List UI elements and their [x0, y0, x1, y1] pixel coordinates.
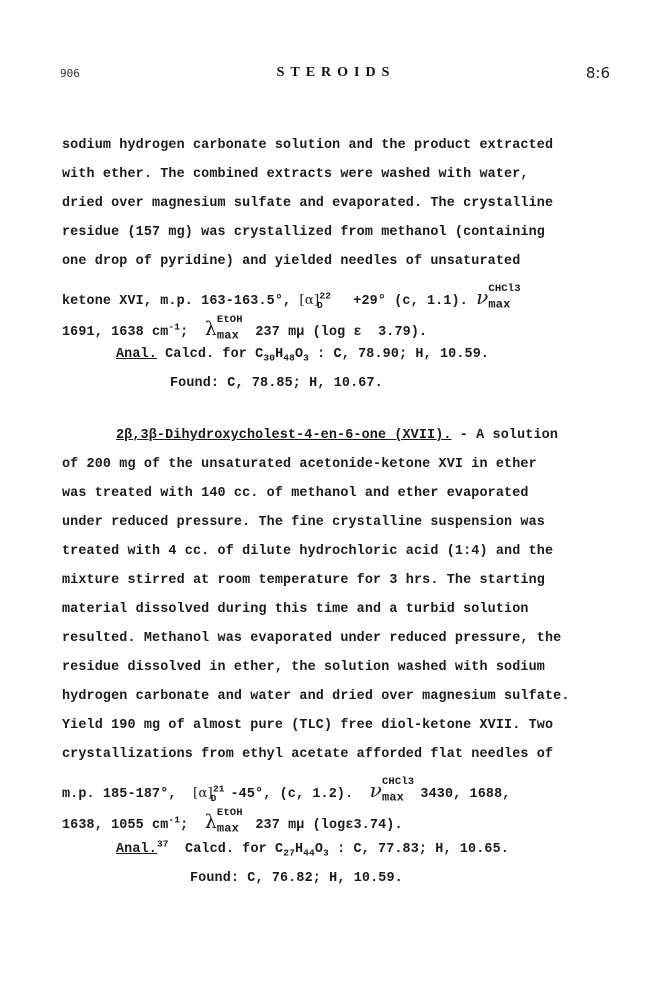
lambda-symbol: λ	[204, 318, 217, 340]
text-line: mixture stirred at room temperature for 3 hrs. The starting	[62, 573, 545, 588]
text-line: Yield 190 mg of almost pure (TLC) free diol-ketone XVII. Two	[62, 718, 554, 733]
compound-title: 2β,3β-Dihydroxycholest-4-en-6-one (XVII).	[116, 428, 452, 443]
specific-rotation-symbol: [α]	[299, 293, 320, 308]
text-line: under reduced pressure. The fine crystalline suspension was	[62, 515, 545, 530]
text-line: sodium hydrogen carbonate solution and the product extracted	[62, 138, 554, 153]
text-line: of 200 mg of the unsaturated acetonide-ketone XVI in ether	[62, 457, 537, 472]
text-line: was treated with 140 cc. of methanol and ether evaporated	[62, 486, 529, 501]
text-line: crystallizations from ethyl acetate afforded flat needles of	[62, 747, 554, 762]
text-line: one drop of pyridine) and yielded needles of unsaturated	[62, 254, 521, 269]
analysis-line: Anal. Calcd. for $C_{30}H_{48}O_3$ : C, 78.90; H, 10.59.	[116, 347, 490, 364]
text-line: hydrogen carbonate and water and dried over magnesium sulfate.	[62, 689, 570, 704]
lambda-symbol: λ	[204, 811, 217, 833]
footnote-ref: 37	[156, 838, 169, 850]
text-line-uv-data: 1638, 1055 $cm^{-1}$; λ EtOH $_{max}$ 237 mμ (logε3.74).	[62, 807, 403, 836]
text-line: resulted. Methanol was evaporated under reduced pressure, the	[62, 631, 562, 646]
found-line: Found: C, 78.85; H, 10.67.	[170, 376, 383, 391]
specific-rotation-symbol: [α]	[192, 786, 213, 801]
journal-title: STEROIDS	[276, 65, 396, 80]
issue-number: 8:6	[585, 64, 610, 82]
text-line: residue dissolved in ether, the solution washed with sodium	[62, 660, 545, 675]
text-line-diol-data: m.p. 185-187°, $[\alpha]^{21}_D$ -45°, (c, 1.2). ν CHCl3 $_{max}$ 3430, 1688,	[62, 776, 511, 805]
running-header	[0, 64, 672, 84]
text-line: treated with 4 cc. of dilute hydrochloric acid (1:4) and the	[62, 544, 554, 559]
text-line: material dissolved during this time and a turbid solution	[62, 602, 529, 617]
page-number: 906	[60, 67, 80, 80]
nu-symbol: ν	[369, 778, 382, 802]
analysis-line: Anal.$^{37}$ Calcd. for $C_{27}H_{44}O_3$ : C, 77.83; H, 10.65.	[116, 838, 509, 859]
text-line: residue (157 mg) was crystallized from methanol (containing	[62, 225, 545, 240]
compound-heading-line: 2β,3β-Dihydroxycholest-4-en-6-one (XVII). - A solution	[116, 428, 559, 443]
text-line-ketone-data: ketone XVI, m.p. 163-163.5°, $[\alpha]^{22}_D +29^\circ$ (c, 1.1). ν CHCl3 $_{max}$	[62, 283, 521, 312]
found-line: Found: C, 76.82; H, 10.59.	[190, 871, 403, 886]
text-line: dried over magnesium sulfate and evaporated. The crystalline	[62, 196, 554, 211]
text-line: with ether. The combined extracts were washed with water,	[62, 167, 529, 182]
nu-symbol: ν	[476, 285, 489, 309]
text-line-uv-data: 1691, 1638 $cm^{-1}$; λ EtOH $_{max}$ 237 mμ (log ε 3.79).	[62, 314, 428, 343]
